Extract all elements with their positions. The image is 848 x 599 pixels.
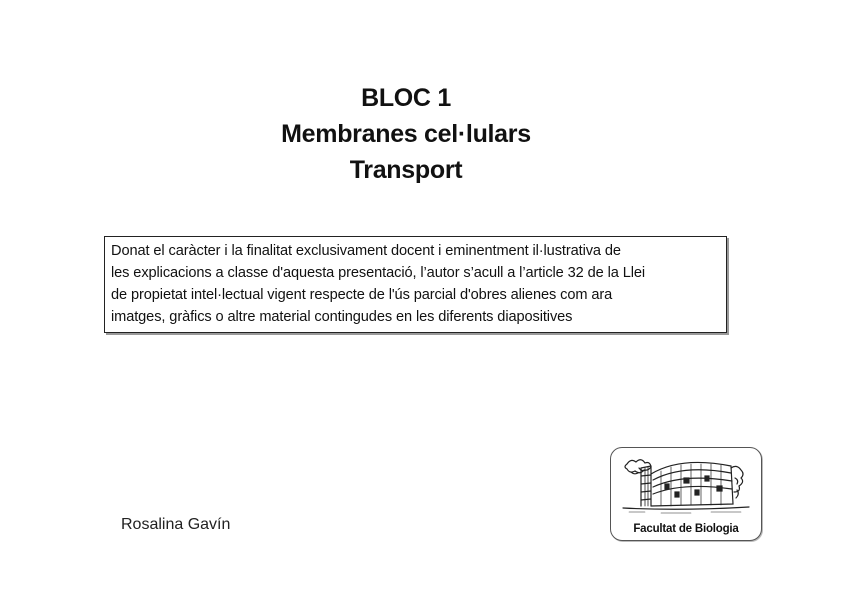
- slide-title: [0, 80, 812, 188]
- copyright-disclaimer-box: [104, 236, 727, 333]
- faculty-logo: [610, 447, 762, 541]
- title-line-bloc: BLOC 1: [361, 84, 451, 112]
- disclaimer-line: de propietat intel·lectual vigent respecte de l'ús parcial d'obres alienes com ara: [111, 287, 613, 303]
- author-name: Rosalina Gavín: [121, 516, 231, 533]
- title-line-membranes: Membranes cel·lulars: [281, 120, 531, 148]
- disclaimer-line: Donat el caràcter i la finalitat exclusivament docent i eminentment il·lustrativa de: [111, 243, 621, 259]
- logo-caption: Facultat de Biologia: [633, 523, 739, 535]
- disclaimer-line: les explicacions a classe d'aquesta presentació, l’autor s’acull a l’article 32 de la Llei: [111, 265, 646, 281]
- disclaimer-line: imatges, gràfics o altre material contingudes en les diferents diapositives: [111, 309, 573, 325]
- faculty-building-sketch-icon: [621, 454, 751, 518]
- title-line-transport: Transport: [349, 156, 463, 184]
